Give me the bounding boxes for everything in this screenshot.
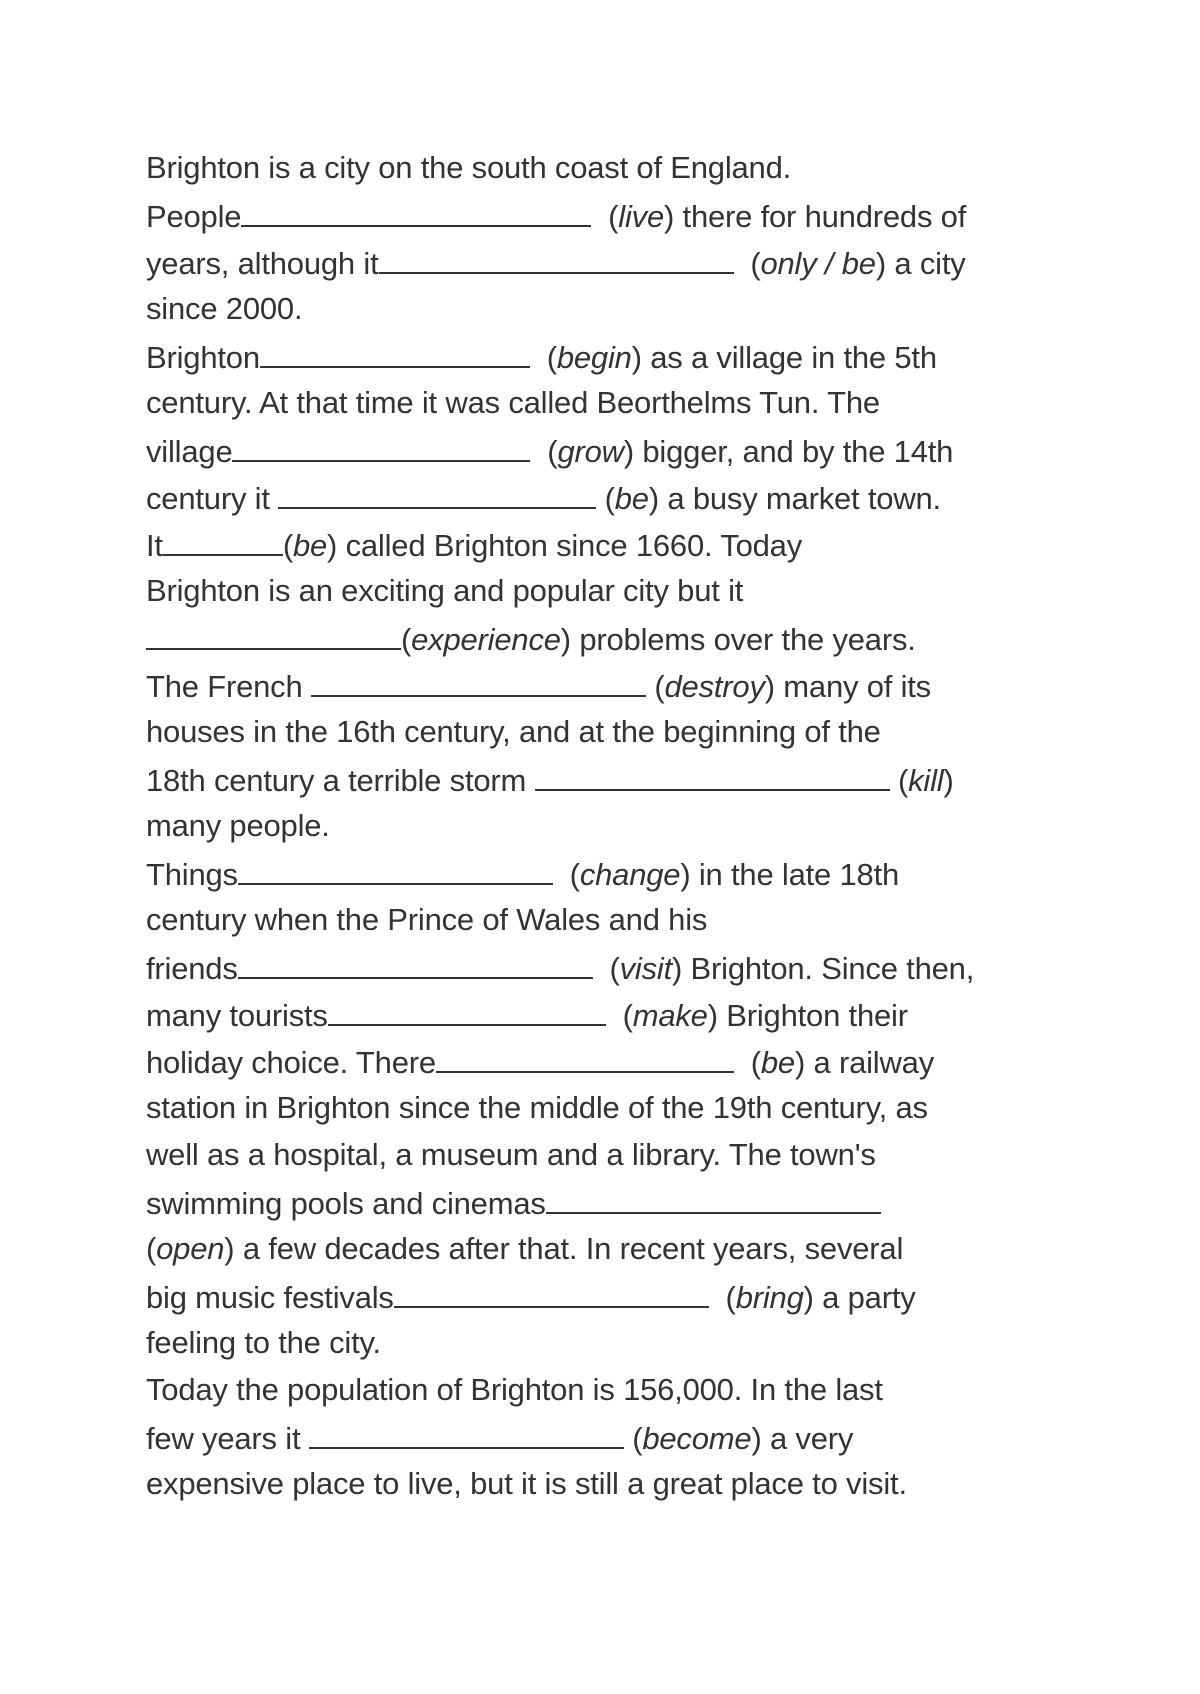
text-line: [146, 1417, 853, 1459]
text-segment: ) many of its: [764, 669, 931, 704]
text-segment: (: [733, 1045, 761, 1080]
text-segment: Brighton is an exciting and popular city but it: [146, 573, 744, 608]
text-line: [146, 712, 881, 752]
text-line: [146, 477, 941, 519]
text-segment: village: [146, 434, 233, 469]
text-line: [146, 242, 966, 284]
text-line: [146, 1229, 903, 1269]
verb-hint: kill: [908, 763, 944, 798]
text-line: [146, 1182, 881, 1224]
text-segment: It: [146, 528, 163, 563]
verb-hint: bring: [735, 1280, 804, 1315]
answer-blank[interactable]: [260, 336, 530, 368]
text-line: [146, 148, 791, 188]
text-segment: (: [733, 246, 761, 281]
text-segment: century it: [146, 481, 279, 516]
text-segment: few years it: [146, 1421, 309, 1456]
answer-blank[interactable]: [394, 1276, 709, 1308]
text-segment: (: [591, 199, 619, 234]
text-line: [146, 430, 953, 472]
text-segment: swimming pools and cinemas: [146, 1186, 546, 1221]
answer-blank[interactable]: [238, 947, 593, 979]
text-segment: The French: [146, 669, 311, 704]
answer-blank[interactable]: [238, 853, 553, 885]
verb-hint: begin: [556, 340, 632, 375]
text-segment: (: [592, 951, 620, 986]
text-line: [146, 759, 954, 801]
text-line: [146, 383, 880, 423]
verb-hint: be: [614, 481, 649, 516]
text-segment: (: [596, 481, 615, 516]
verb-hint: experience: [411, 622, 561, 657]
text-segment: ) a party: [803, 1280, 916, 1315]
text-segment: friends: [146, 951, 238, 986]
text-segment: ) a busy market town.: [648, 481, 941, 516]
text-line: [146, 1370, 883, 1410]
answer-blank[interactable]: [146, 618, 401, 650]
text-segment: many tourists: [146, 998, 328, 1033]
text-segment: ) a very: [751, 1421, 854, 1456]
text-segment: (: [282, 528, 293, 563]
text-line: [146, 947, 974, 989]
text-line: [146, 806, 330, 846]
text-segment: holiday choice. There: [146, 1045, 436, 1080]
text-line: [146, 665, 931, 707]
answer-blank[interactable]: [309, 1417, 624, 1449]
answer-blank[interactable]: [546, 1182, 881, 1214]
answer-blank[interactable]: [535, 759, 890, 791]
text-segment: ) problems over the years.: [560, 622, 916, 657]
text-line: [146, 1088, 928, 1128]
text-segment: big music festivals: [146, 1280, 394, 1315]
answer-blank[interactable]: [232, 430, 530, 462]
verb-hint: visit: [619, 951, 672, 986]
text-segment: Brighton: [146, 340, 260, 375]
verb-hint: destroy: [664, 669, 765, 704]
text-segment: 18th century a terrible storm: [146, 763, 535, 798]
text-segment: (: [552, 857, 580, 892]
verb-hint: make: [632, 998, 708, 1033]
verb-hint: only / be: [760, 246, 876, 281]
text-segment: ): [943, 763, 954, 798]
text-segment: Brighton is a city on the south coast of England.: [146, 150, 792, 185]
text-segment: ) a city: [875, 246, 966, 281]
text-line: [146, 618, 916, 660]
answer-blank[interactable]: [311, 665, 646, 697]
answer-blank[interactable]: [241, 195, 591, 227]
text-segment: (: [889, 763, 909, 798]
text-segment: (: [645, 669, 665, 704]
text-line: [146, 1041, 934, 1083]
text-segment: since 2000.: [146, 291, 303, 326]
text-segment: ) Brighton their: [707, 998, 908, 1033]
verb-hint: open: [156, 1231, 225, 1266]
text-line: [146, 195, 966, 237]
text-segment: many people.: [146, 808, 330, 843]
text-line: [146, 900, 707, 940]
text-segment: feeling to the city.: [146, 1325, 381, 1360]
text-segment: century when the Prince of Wales and his: [146, 902, 708, 937]
verb-hint: change: [579, 857, 681, 892]
text-segment: (: [605, 998, 633, 1033]
text-line: [146, 853, 899, 895]
text-line: [146, 571, 743, 611]
text-segment: (: [530, 434, 558, 469]
text-line: [146, 1276, 916, 1318]
text-segment: well as a hospital, a museum and a library. The town's: [146, 1137, 876, 1172]
text-line: [146, 524, 802, 566]
answer-blank[interactable]: [379, 242, 734, 274]
text-line: [146, 1323, 381, 1363]
text-segment: ) called Brighton since 1660. Today: [327, 528, 803, 563]
text-segment: (: [146, 1231, 157, 1266]
text-segment: expensive place to live, but it is still a great place to visit.: [146, 1466, 907, 1501]
text-segment: Today the population of Brighton is 156,000. In the last: [146, 1372, 883, 1407]
text-segment: (: [623, 1421, 643, 1456]
answer-blank[interactable]: [278, 477, 596, 509]
answer-blank[interactable]: [163, 524, 283, 556]
text-segment: houses in the 16th century, and at the beginning of the: [146, 714, 881, 749]
text-segment: ) a railway: [794, 1045, 935, 1080]
text-segment: station in Brighton since the middle of the 19th century, as: [146, 1090, 928, 1125]
verb-hint: be: [760, 1045, 795, 1080]
verb-hint: grow: [557, 434, 624, 469]
text-segment: (: [529, 340, 557, 375]
verb-hint: be: [292, 528, 328, 563]
verb-hint: live: [618, 199, 664, 234]
text-segment: Things: [146, 857, 238, 892]
text-line: [146, 289, 302, 329]
verb-hint: become: [642, 1421, 752, 1456]
text-line: [146, 1135, 876, 1175]
text-segment: ) bigger, and by the 14th: [623, 434, 954, 469]
text-segment: ) as a village in the 5th: [631, 340, 937, 375]
text-segment: People: [146, 199, 242, 234]
text-line: [146, 1464, 907, 1504]
text-segment: ) there for hundreds of: [664, 199, 967, 234]
text-segment: century. At that time it was called Beorthelms Tun. The: [146, 385, 880, 420]
text-line: [146, 994, 908, 1036]
text-segment: years, although it: [146, 246, 379, 281]
text-segment: ) a few decades after that. In recent years, several: [224, 1231, 904, 1266]
text-segment: (: [708, 1280, 736, 1315]
text-segment: (: [401, 622, 412, 657]
text-segment: ) in the late 18th: [680, 857, 900, 892]
text-line: [146, 336, 937, 378]
answer-blank[interactable]: [328, 994, 606, 1026]
answer-blank[interactable]: [436, 1041, 734, 1073]
text-segment: ) Brighton. Since then,: [672, 951, 975, 986]
